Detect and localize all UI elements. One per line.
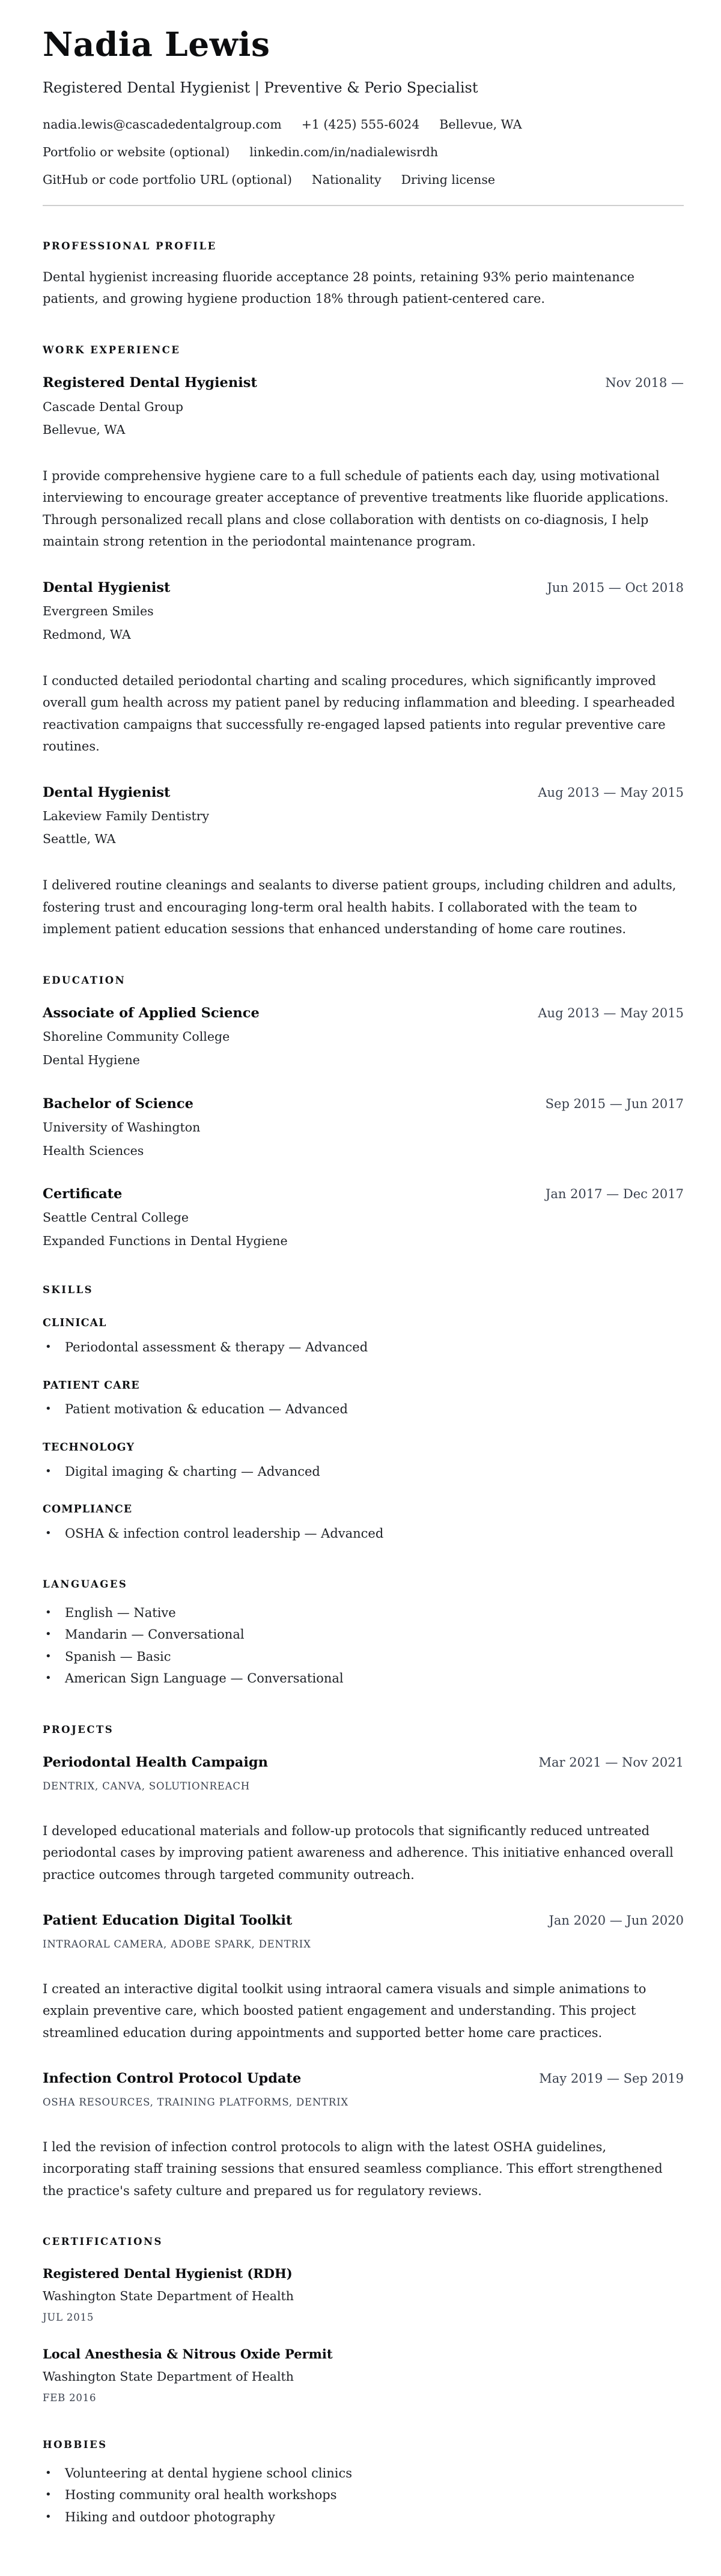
certification-title: Local Anesthesia & Nitrous Oxide Permit <box>43 2346 333 2361</box>
job-description: I provide comprehensive hygiene care to a full schedule of patients each day, using motivational interviewing to encourage greater acceptance of preventive treatments like fluoride applications. Through personalized recall plans and close collaboration with dentists on co-diagnosis, I help maintain strong retention in the periodontal maintenance program. <box>43 468 669 549</box>
job-title: Dental Hygienist <box>43 784 171 800</box>
project-dates: Jan 2020 — Jun 2020 <box>549 1913 684 1928</box>
job-location: Seattle, WA <box>43 832 116 847</box>
degree-title: Associate of Applied Science <box>43 1005 260 1022</box>
work-entry <box>43 374 684 553</box>
certification-issuer: Washington State Department of Health <box>43 2369 294 2384</box>
skill-category: PATIENT CARE <box>43 1379 140 1392</box>
section-heading-certifications: CERTIFICATIONS <box>43 2236 163 2248</box>
language-item: • Mandarin — Conversational <box>43 1624 684 1646</box>
project-entry <box>43 2070 684 2202</box>
section-heading-skills: SKILLS <box>43 1283 94 1296</box>
section-professional-profile <box>43 240 684 309</box>
education-dates: Jan 2017 — Dec 2017 <box>545 1187 684 1202</box>
job-dates: Jun 2015 — Oct 2018 <box>547 580 684 595</box>
job-company: Lakeview Family Dentistry <box>43 808 210 823</box>
work-entry-head <box>43 579 684 597</box>
education-entry <box>43 1095 684 1160</box>
skill-group <box>43 1379 684 1420</box>
resume-header <box>43 25 684 206</box>
section-work-experience <box>43 344 684 940</box>
degree-title: Bachelor of Science <box>43 1095 193 1112</box>
website-placeholder-text: Portfolio or website (optional) <box>43 145 230 160</box>
skill-list <box>43 1523 684 1545</box>
certification-title: Registered Dental Hygienist (RDH) <box>43 2265 293 2281</box>
project-tools: OSHA RESOURCES, TRAINING PLATFORMS, DENTRIX <box>43 2096 348 2109</box>
section-education <box>43 974 684 1250</box>
section-certifications <box>43 2235 684 2405</box>
skill-list <box>43 1461 684 1483</box>
project-title: Infection Control Protocol Update <box>43 2071 302 2087</box>
section-heading-profile: PROFESSIONAL PROFILE <box>43 240 217 252</box>
job-company: Evergreen Smiles <box>43 604 154 619</box>
project-description: I created an interactive digital toolkit using intraoral camera visuals and simple animations to explain preventive care, which boosted patient engagement and understanding. This project streamlined education during appointments and supported better home care practices. <box>43 1981 646 2040</box>
person-name: Nadia Lewis <box>43 25 270 64</box>
section-heading-work: WORK EXPERIENCE <box>43 344 181 356</box>
school-name: Seattle Central College <box>43 1210 189 1225</box>
language-item: • Spanish — Basic <box>43 1646 684 1668</box>
skill-item: • Digital imaging & charting — Advanced <box>43 1461 684 1483</box>
contact-row-2 <box>43 144 684 161</box>
education-entry <box>43 1186 684 1250</box>
header-divider <box>43 205 684 206</box>
certification-date: JUL 2015 <box>43 2311 94 2323</box>
skill-category: CLINICAL <box>43 1317 107 1330</box>
nationality-placeholder-text: Nationality <box>311 172 382 187</box>
language-item: • English — Native <box>43 1602 684 1624</box>
linkedin-text: linkedin.com/in/nadialewisrdh <box>249 145 439 160</box>
email-text: nadia.lewis@cascadedentalgroup.com <box>43 117 282 132</box>
section-hobbies <box>43 2438 684 2528</box>
skill-group <box>43 1317 684 1358</box>
education-entry <box>43 1005 684 1069</box>
section-skills <box>43 1283 684 1544</box>
github-placeholder-text: GitHub or code portfolio URL (optional) <box>43 172 292 187</box>
certification-date: FEB 2016 <box>43 2392 97 2404</box>
project-tools: INTRAORAL CAMERA, ADOBE SPARK, DENTRIX <box>43 1938 311 1950</box>
contact-row-3 <box>43 172 684 189</box>
job-dates: Aug 2013 — May 2015 <box>538 785 684 800</box>
project-entry <box>43 1912 684 2044</box>
profile-summary: Dental hygienist increasing fluoride acceptance 28 points, retaining 93% perio maintenance patients, and growing hygiene production 18% through patient-centered care. <box>43 269 635 306</box>
skill-list <box>43 1336 684 1359</box>
project-entry-head <box>43 1754 684 1771</box>
work-entry <box>43 784 684 940</box>
project-entry <box>43 1754 684 1886</box>
hobby-list <box>43 2462 684 2529</box>
driving-license-placeholder-text: Driving license <box>401 172 495 187</box>
hobby-item: • Hiking and outdoor photography <box>43 2506 684 2529</box>
school-name: Shoreline Community College <box>43 1029 230 1044</box>
education-entry-head <box>43 1095 684 1113</box>
project-entry-head <box>43 2070 684 2087</box>
skill-category: COMPLIANCE <box>43 1503 133 1516</box>
skill-group <box>43 1503 684 1544</box>
contact-row-1 <box>43 117 684 133</box>
phone-text: +1 (425) 555-6024 <box>301 117 420 132</box>
job-dates: Nov 2018 — <box>605 376 684 391</box>
headline: Registered Dental Hygienist | Preventive & Perio Specialist <box>43 79 478 97</box>
section-heading-hobbies: HOBBIES <box>43 2439 108 2451</box>
section-heading-languages: LANGUAGES <box>43 1579 128 1591</box>
work-entry-head <box>43 784 684 802</box>
certification-entry <box>43 2346 684 2405</box>
job-location: Bellevue, WA <box>43 422 126 437</box>
section-languages <box>43 1578 684 1689</box>
work-entry-head <box>43 374 684 392</box>
job-title: Dental Hygienist <box>43 579 171 595</box>
contact-info <box>43 117 684 188</box>
field-of-study: Expanded Functions in Dental Hygiene <box>43 1234 288 1249</box>
skill-group <box>43 1441 684 1482</box>
skill-item: • Patient motivation & education — Advanced <box>43 1398 684 1420</box>
hobby-item: • Volunteering at dental hygiene school clinics <box>43 2462 684 2485</box>
job-description: I conducted detailed periodontal charting and scaling procedures, which significantly improved overall gum health across my patient panel by reducing inflammation and bleeding. I spearheaded reactivation campaigns that successfully re-engaged lapsed patients into regular preventive care routines. <box>43 673 675 754</box>
hobby-item: • Hosting community oral health workshops <box>43 2484 684 2506</box>
skill-list <box>43 1398 684 1420</box>
work-entry <box>43 579 684 758</box>
school-name: University of Washington <box>43 1119 201 1134</box>
job-company: Cascade Dental Group <box>43 399 184 414</box>
education-entry-head <box>43 1186 684 1203</box>
certification-entry <box>43 2265 684 2324</box>
language-item: • American Sign Language — Conversational <box>43 1667 684 1690</box>
project-dates: Mar 2021 — Nov 2021 <box>538 1755 684 1770</box>
education-dates: Sep 2015 — Jun 2017 <box>545 1096 684 1111</box>
skill-category: TECHNOLOGY <box>43 1441 135 1454</box>
job-description: I delivered routine cleanings and sealants to diverse patient groups, including children and adults, fostering trust and encouraging long-term oral health habits. I collaborated with the team to implement patient education sessions that enhanced understanding of home care routines. <box>43 878 677 937</box>
project-title: Periodontal Health Campaign <box>43 1755 269 1771</box>
project-dates: May 2019 — Sep 2019 <box>539 2071 684 2086</box>
skill-item: • Periodontal assessment & therapy — Advanced <box>43 1336 684 1359</box>
field-of-study: Dental Hygiene <box>43 1052 140 1067</box>
section-projects <box>43 1723 684 2202</box>
project-tools: DENTRIX, CANVA, SOLUTIONREACH <box>43 1780 250 1792</box>
project-description: I developed educational materials and follow-up protocols that significantly reduced untreated periodontal cases by improving patient awareness and adherence. This initiative enhanced overall practice outcomes through targeted community outreach. <box>43 1823 674 1882</box>
certification-issuer: Washington State Department of Health <box>43 2288 294 2303</box>
location-text: Bellevue, WA <box>439 117 522 132</box>
education-entry-head <box>43 1005 684 1022</box>
section-heading-projects: PROJECTS <box>43 1723 114 1735</box>
degree-title: Certificate <box>43 1186 123 1202</box>
skill-item: • OSHA & infection control leadership — Advanced <box>43 1523 684 1545</box>
education-dates: Aug 2013 — May 2015 <box>538 1006 684 1021</box>
project-title: Patient Education Digital Toolkit <box>43 1913 293 1929</box>
project-description: I led the revision of infection control protocols to align with the latest OSHA guidelines, incorporating staff training sessions that ensured seamless compliance. This effort strengthened the practice's safety culture and prepared us for regulatory reviews. <box>43 2139 663 2198</box>
language-list <box>43 1602 684 1690</box>
job-location: Redmond, WA <box>43 627 131 642</box>
field-of-study: Health Sciences <box>43 1143 144 1158</box>
section-heading-education: EDUCATION <box>43 974 126 986</box>
job-title: Registered Dental Hygienist <box>43 375 257 391</box>
project-entry-head <box>43 1912 684 1929</box>
